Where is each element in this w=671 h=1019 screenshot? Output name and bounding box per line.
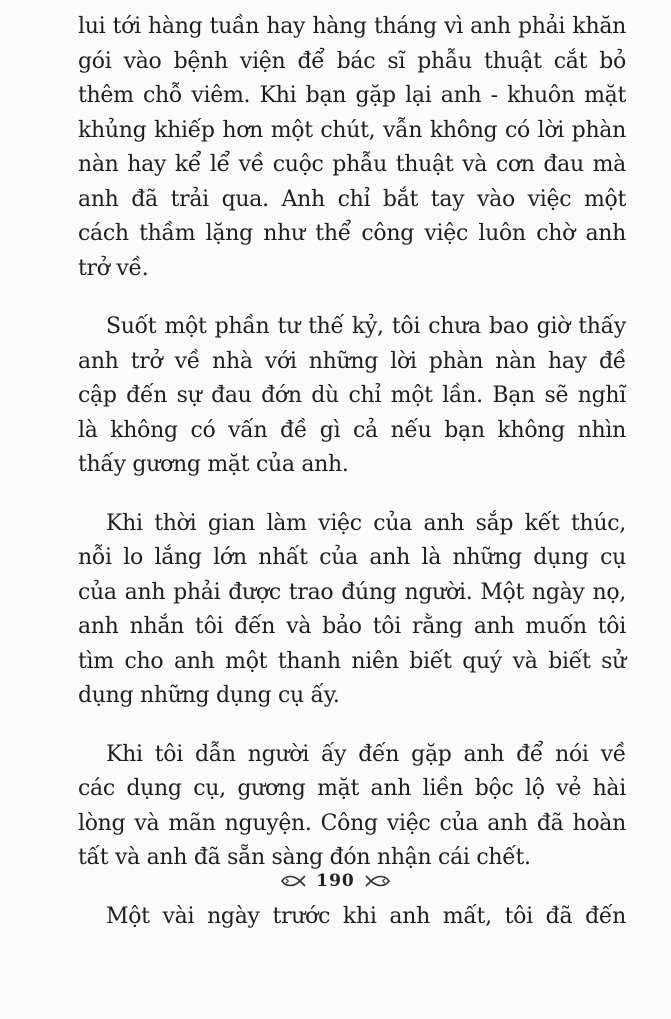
text-line: là không có vấn đề gì cả nếu bạn không nhìn xyxy=(78,417,626,443)
text-line: gói vào bệnh viện để bác sĩ phẫu thuật cắt bỏ xyxy=(78,48,626,74)
text-line: dụng những dụng cụ ấy. xyxy=(78,683,340,708)
text-line: Khi tôi dẫn người ấy đến gặp anh để nói về xyxy=(106,741,626,767)
paragraph-2 xyxy=(78,310,626,483)
text-line: cập đến sự đau đớn dù chỉ một lần. Bạn sẽ nghĩ xyxy=(78,383,626,408)
paragraph-3 xyxy=(78,507,626,714)
text-line: lui tới hàng tuần hay hàng tháng vì anh phải khăn xyxy=(78,14,626,39)
text-line: anh nhắn tôi đến và bảo tôi rằng anh muốn tôi xyxy=(78,614,626,639)
paragraph-1 xyxy=(78,10,626,286)
text-line: anh đã trải qua. Anh chỉ bắt tay vào việc một xyxy=(78,186,626,212)
text-line: khủng khiếp hơn một chút, vẫn không có lời phàn xyxy=(78,117,626,143)
text-line: của anh phải được trao đúng người. Một ngày nọ, xyxy=(78,579,626,605)
text-line: Suốt một phần tư thế kỷ, tôi chưa bao giờ thấy xyxy=(106,314,626,339)
text-line: Khi thời gian làm việc của anh sắp kết thúc, xyxy=(106,510,626,536)
fish-ornament-left-icon xyxy=(280,873,306,889)
text-line: nàn hay kể lể về cuộc phẫu thuật và cơn đau mà xyxy=(78,152,626,177)
text-line: anh trở về nhà với những lời phàn nàn hay đề xyxy=(78,348,626,374)
text-line: trở về. xyxy=(78,255,149,281)
text-line: Một vài ngày trước khi anh mất, tôi đã đến xyxy=(106,903,626,929)
text-line: nỗi lo lắng lớn nhất của anh là những dụng cụ xyxy=(78,545,626,570)
text-line: lòng và mãn nguyện. Công việc của anh đã hoàn xyxy=(78,810,626,836)
text-line: cách thầm lặng như thể công việc luôn chờ anh xyxy=(78,221,626,246)
text-line: thấy gương mặt của anh. xyxy=(78,452,349,477)
page-body xyxy=(78,10,626,958)
page-footer xyxy=(0,866,671,896)
text-line: tất và anh đã sẵn sàng đón nhận cái chết. xyxy=(78,845,531,870)
fish-ornament-right-icon xyxy=(365,873,391,889)
paragraph-5 xyxy=(78,900,626,935)
text-line: tìm cho anh một thanh niên biết quý và biết sử xyxy=(78,648,626,674)
paragraph-4 xyxy=(78,738,626,876)
text-line: thêm chỗ viêm. Khi bạn gặp lại anh - khuôn mặt xyxy=(78,83,626,108)
text-line: các dụng cụ, gương mặt anh liền bộc lộ vẻ hài xyxy=(78,776,626,801)
page-number: 190 xyxy=(316,871,355,891)
